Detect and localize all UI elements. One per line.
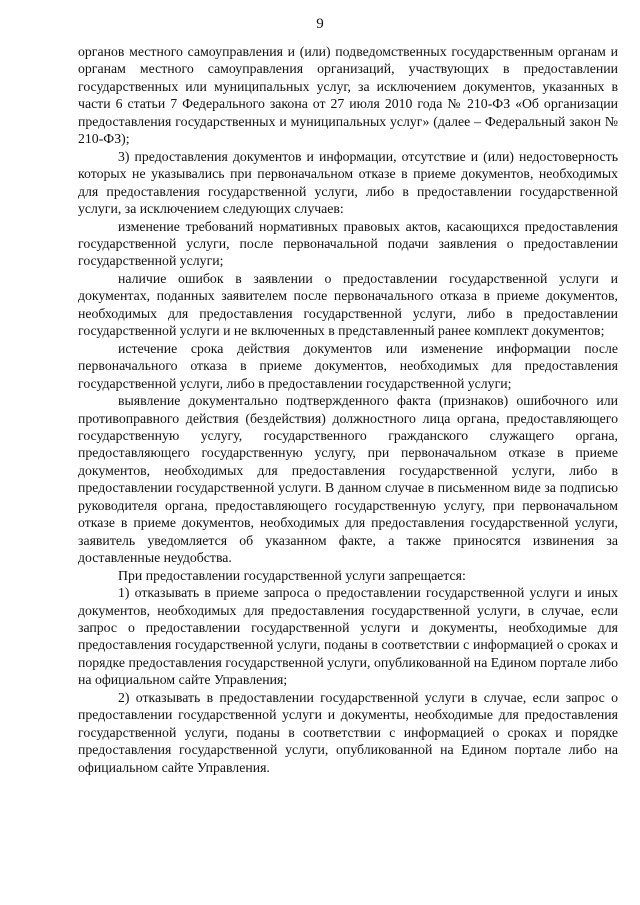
paragraph: выявление документально подтвержденного факта (признаков) ошибочного или противоправного действия (бездействия) должностного лица органа, предоставляющего государственную услугу, государственного гражданского служащего органа, предоставляющего государственную услугу, при первоначальном отказе в приеме документов, необходимых для предоставления государственной услуги, либо в предоставлении государственной услуги. В данном случае в письменном виде за подписью руководителя органа, предоставляющего государственную услугу, при первоначальном отказе в приеме документов, необходимых для предоставления государственной услуги, заявитель уведомляется об указанном факте, а также приносятся извинения за доставленные неудобства. xyxy=(78,393,618,566)
paragraph: органов местного самоуправления и (или) подведомственных государственным органам и органам местного самоуправления организаций, участвующих в предоставлении государственных или муниципальных услуг, за исключением документов, указанных в части 6 статьи 7 Федерального закона от 27 июля 2010 года № 210-ФЗ «Об организации предоставления государственных и муниципальных услуг» (далее – Федеральный закон № 210-ФЗ); xyxy=(78,44,618,147)
paragraph: При предоставлении государственной услуги запрещается: xyxy=(118,567,466,583)
paragraph: изменение требований нормативных правовых актов, касающихся предоставления государственной услуги, после первоначальной подачи заявления о предоставлении государственной услуги; xyxy=(78,218,618,269)
body-text xyxy=(78,43,618,776)
paragraph: наличие ошибок в заявлении о предоставлении государственной услуги и документах, поданных заявителем после первоначального отказа в приеме документов, необходимых для предоставления государственной услуги, либо в предоставлении государственной услуги и не включенных в представленный ранее комплект документов; xyxy=(78,270,618,339)
paragraph: 2) отказывать в предоставлении государственной услуги в случае, если запрос о предоставлении государственной услуги и документы, необходимые для предоставления государственной услуги, поданы в соответствии с информацией о сроках и порядке предоставления государственной услуги, опубликованной на Едином портале либо на официальном сайте Управления. xyxy=(78,689,618,775)
paragraph: истечение срока действия документов или изменение информации после первоначального отказа в приеме документов, необходимых для предоставления государственной услуги, либо в предоставлении государственной услуги; xyxy=(78,340,618,391)
paragraph: 3) предоставления документов и информации, отсутствие и (или) недостоверность которых не указывались при первоначальном отказе в приеме документов, необходимых для предоставления государственной услуги, либо в предоставлении государственной услуги, за исключением следующих случаев: xyxy=(78,148,618,217)
paragraph: 1) отказывать в приеме запроса о предоставлении государственной услуги и иных документов, необходимых для предоставления государственной услуги, в случае, если запрос о предоставлении государственной услуги и документы, необходимые для предоставления государственной услуги, поданы в соответствии с информацией о сроках и порядке предоставления государственной услуги, опубликованной на Едином портале либо на официальном сайте Управления; xyxy=(78,585,618,688)
page-number: 9 xyxy=(316,16,324,32)
